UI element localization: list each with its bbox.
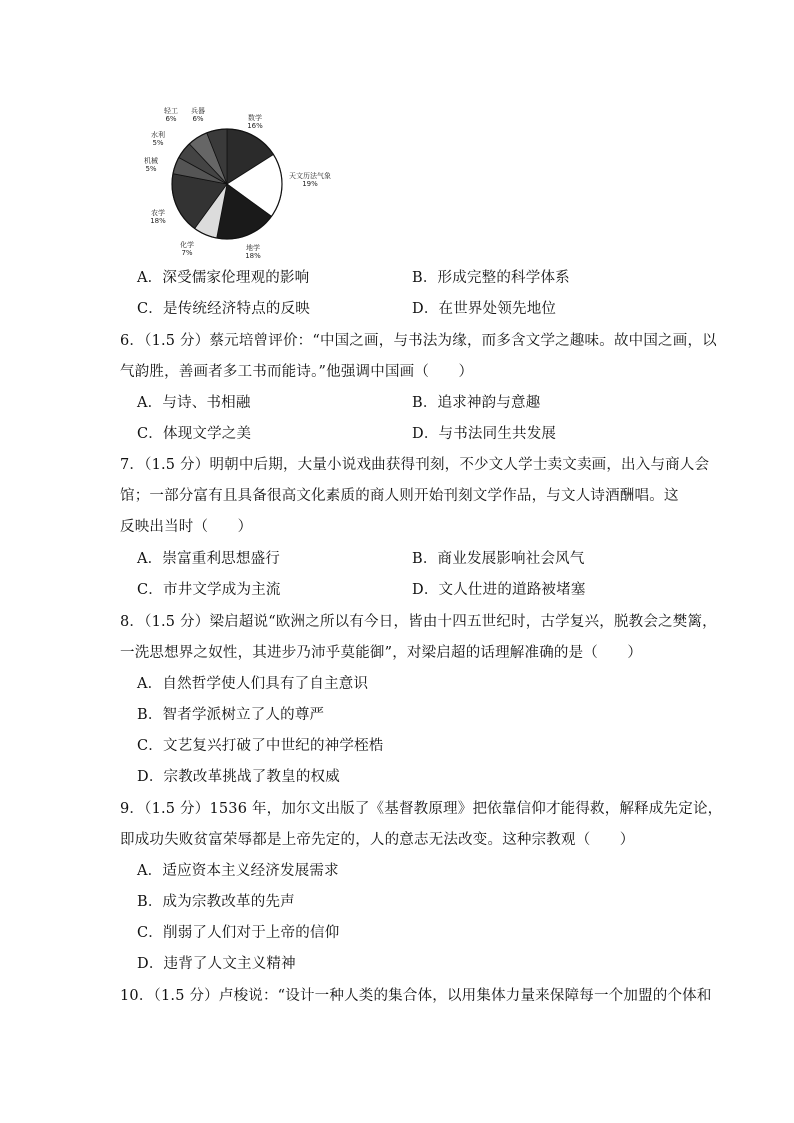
q7-option-d: D．文人仕进的道路被堵塞: [412, 582, 586, 598]
q6-option-a: A．与诗、书相融: [137, 395, 251, 411]
pie-label-天文历法气象: 天文历法气象: [289, 172, 331, 180]
q6-stem-line-1: 6．（1.5 分）蔡元培曾评价：“中国之画，与书法为缘，而多含文学之趣味。故中国之画，以: [120, 333, 717, 349]
pie-value-label-机械: 5%: [145, 165, 157, 173]
q6-option-b: B．追求神韵与意趣: [412, 395, 541, 411]
q8-stem-line-2: 一洗思想界之奴性，其进步乃沛乎莫能御”，对梁启超的话理解准确的是（ ）: [120, 645, 643, 661]
pie-value-label-数学: 16%: [247, 122, 263, 130]
pie-value-label-农学: 18%: [150, 217, 166, 225]
q8-option-a: A．自然哲学使人们具有了自主意识: [137, 676, 369, 692]
q9-option-a: A．适应资本主义经济发展需求: [137, 863, 339, 879]
q9-option-b: B．成为宗教改革的先声: [137, 894, 295, 910]
q7-stem-line-3: 反映出当时（ ）: [120, 519, 253, 535]
q7-stem-line-1: 7．（1.5 分）明朝中后期，大量小说戏曲获得刊刻，不少文人学士卖文卖画，出入与商人会: [120, 457, 710, 473]
q9-stem-line-1: 9．（1.5 分）1536 年，加尔文出版了《基督教原理》把依靠信仰才能得救，解释成先定论，: [120, 801, 723, 817]
pie-value-label-化学: 7%: [181, 249, 193, 257]
q8-option-b: B．智者学派树立了人的尊严: [137, 707, 325, 723]
q8-option-c: C．文艺复兴打破了中世纪的神学桎梏: [137, 738, 384, 754]
q6-option-d: D．与书法同生共发展: [412, 426, 557, 442]
q5-option-c: C．是传统经济特点的反映: [137, 301, 310, 317]
q9-option-c: C．削弱了人们对于上帝的信仰: [137, 925, 340, 941]
q7-stem-line-2: 馆；一部分富有且具备很高文化素质的商人则开始刊刻文学作品，与文人诗酒酬唱。这: [120, 488, 679, 504]
q5-option-d: D．在世界处领先地位: [412, 301, 557, 317]
q9-stem-line-2: 即成功失败贫富荣辱都是上帝先定的，人的意志无法改变。这种宗教观（ ）: [120, 832, 635, 848]
q7-option-b: B．商业发展影响社会风气: [412, 551, 585, 567]
pie-value-label-水利: 5%: [152, 139, 164, 147]
q7-option-a: A．崇富重利思想盛行: [137, 551, 280, 567]
pie-label-轻工: 轻工: [164, 107, 178, 115]
pie-value-label-轻工: 6%: [165, 115, 177, 123]
pie-label-水利: 水利: [151, 131, 165, 139]
q6-option-c: C．体现文学之美: [137, 426, 252, 442]
q6-stem-line-2: 气韵胜，善画者多工书而能诗。”他强调中国画（ ）: [120, 364, 474, 380]
subject-pie-chart: [140, 100, 340, 272]
pie-value-label-天文历法气象: 19%: [302, 180, 318, 188]
pie-label-农学: 农学: [151, 209, 165, 217]
q5-option-a: A．深受儒家伦理观的影响: [137, 270, 310, 286]
q7-option-c: C．市井文学成为主流: [137, 582, 281, 598]
q9-option-d: D．违背了人文主义精神: [137, 956, 296, 972]
pie-label-地学: 地学: [246, 244, 260, 252]
pie-label-化学: 化学: [180, 241, 194, 249]
pie-value-label-兵器: 6%: [192, 115, 204, 123]
pie-label-兵器: 兵器: [191, 107, 205, 115]
pie-chart-svg: [140, 100, 340, 272]
q10-stem-line-1: 10．（1.5 分）卢梭说：“设计一种人类的集合体，以用集体力量来保障每一个加盟的个体和: [120, 988, 712, 1004]
pie-label-数学: 数学: [248, 114, 262, 122]
pie-label-机械: 机械: [144, 157, 158, 165]
q8-option-d: D．宗教改革挑战了教皇的权威: [137, 769, 340, 785]
q8-stem-line-1: 8．（1.5 分）梁启超说“欧洲之所以有今日，皆由十四五世纪时，古学复兴，脱教会之樊篱，: [120, 614, 717, 630]
pie-value-label-地学: 18%: [245, 252, 261, 260]
q5-option-b: B．形成完整的科学体系: [412, 270, 570, 286]
